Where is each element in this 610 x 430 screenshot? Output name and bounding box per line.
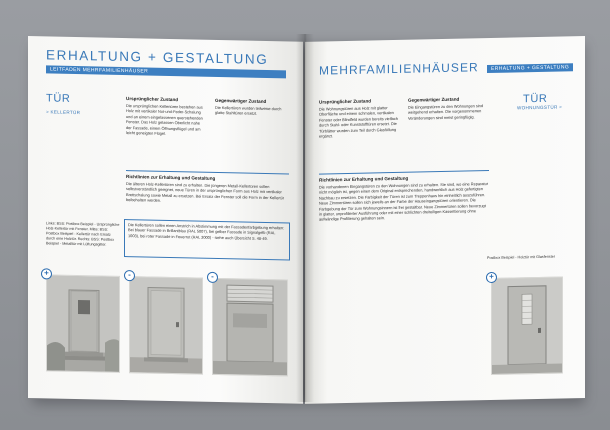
minus-circle-icon: - (207, 272, 218, 283)
col2-heading: Gegenwärtiger Zustand (215, 97, 267, 104)
photo-door-original (46, 274, 120, 373)
photo-caption: Links: BSS: Postbox Beispiel - Ursprüngliche Holz-Kellertür mit Fenster. Mitte: BSS: Postbox Beispiel - Kellertür nach Ersatz durch eine Holztür. Rechts: BSS: Postbox Beispiel - Metalltür mit Lüftungsgitter. (46, 221, 120, 247)
left-page-title: ERHALTUNG + GESTALTUNG (46, 47, 269, 68)
col2-heading: Gegenwärtiger Zustand (408, 96, 460, 103)
book-gutter (296, 34, 314, 402)
boxed-text: Die Kellertüren sollen einen Anstrich in Abstimmung mit der Fassadenfarbgebung erhalten: Bei blauer Fassade in Brillantblau (RAL 5007), bei gelber Fassade in Signalgelb (RAL 1003), bei roter Fassade in Feuerrot (RAL 3000) - siehe auch Übersicht S. 48-49. (128, 222, 285, 241)
highlight-box (124, 219, 290, 260)
right-page (305, 36, 585, 404)
rule (319, 170, 489, 175)
col2-text: Die Kellertüren wurden teilweise durch glatte Stahltüren ersetzt. (215, 104, 282, 117)
photo-apartment-door (491, 276, 563, 375)
col1-heading: Ursprünglicher Zustand (319, 98, 372, 105)
minus-circle-icon: - (124, 270, 135, 281)
section-subtitle: WOHNUNGSTÜR > (517, 104, 563, 111)
right-top-bar: ERHALTUNG + GESTALTUNG (487, 63, 573, 73)
section-subtitle: > KELLERTÜR (46, 109, 81, 116)
section-title: TÜR (523, 92, 548, 106)
recommendation-text: Die vorhandenen Eingangstüren zu den Wohnungen sind zu erhalten. Sie sind, wo eine Reparatur nicht möglich ist, gegen einen dem Original entsprechenden, handwerklich aus Holz gefertigten Nachbau zu ersetzen. Die Farbigkeit der Türen ist zum Treppenhaus hin einheitlich auszuführen. Neue Zimmertüren sollen sich jeweils an der Farbe der Hauseingangstüren orientieren. Die Farbgebung der Tür zum Wohnungsinnern ist frei gestaltbar. Neue Zimmertüren sollen bevorzugt in glatter, unprofilierter Ausführung oder mit einer schlichten dreiteiligen Kassettierung ohne aufwändige Profilierung gehalten sein. (319, 181, 489, 223)
left-page (28, 36, 303, 404)
right-page-title: MEHRFAMILIENHÄUSER (319, 60, 479, 78)
recommendation-heading: Richtlinien zur Erhaltung und Gestaltung (319, 175, 409, 183)
photo-door-wood (129, 276, 203, 375)
col1-text: Die Wohnungstüren aus Holz mit glatter Oberfläche und einem schmalen, vertikalen Fenster oder Blindfeld wurden bereits vielfach durch Stahl- oder Kunststofftüren ersetzt. Die Türblätter wurden zum Teil durch Glasfüllung ergänzt. (319, 105, 398, 139)
col2-text: Die Eingangstüren zu den Wohnungen sind weitgehend erhalten. Die vorgenommenen Veränderungen sind meist geringfügig. (408, 103, 483, 121)
recommendation-heading: Richtlinien zur Erhaltung und Gestaltung (126, 174, 216, 181)
plus-circle-icon: + (41, 268, 52, 279)
photo-caption: Postbox Beispiel - Holztür mit Glasfenster (487, 254, 556, 261)
col1-heading: Ursprünglicher Zustand (126, 96, 179, 103)
left-subtitle-bar: LEITFADEN MEHRFAMILIENHÄUSER (46, 65, 286, 78)
photo-door-metal (212, 278, 288, 377)
plus-circle-icon: + (486, 272, 497, 283)
col1-text: Die ursprünglichen Kellertüren bestehen aus Holz mit vertikaler Nut-und-Feder-Schalung und an einem eingelassenen querstehenden Fenster. Das Holz gelassen Oberlicht nahe der Fassade, einem Öffnungsflügel und am leicht geneigten Flügel. (126, 103, 203, 136)
section-title: TÜR (46, 92, 71, 105)
recommendation-text: Die älteren Holz-Kellertüren sind zu erhalten. Die jüngeren Metall-Kellertüren sollen selbstverständlich geeignet, neue Türen in der ursprünglichen Form aus Holz mit vertikaler Brettschalung sowie Metall zu ersetzen. Bei Ersatz der Fenster soll die Form in der Kellertür beibehalten werden. (126, 181, 285, 204)
open-brochure (28, 36, 583, 398)
